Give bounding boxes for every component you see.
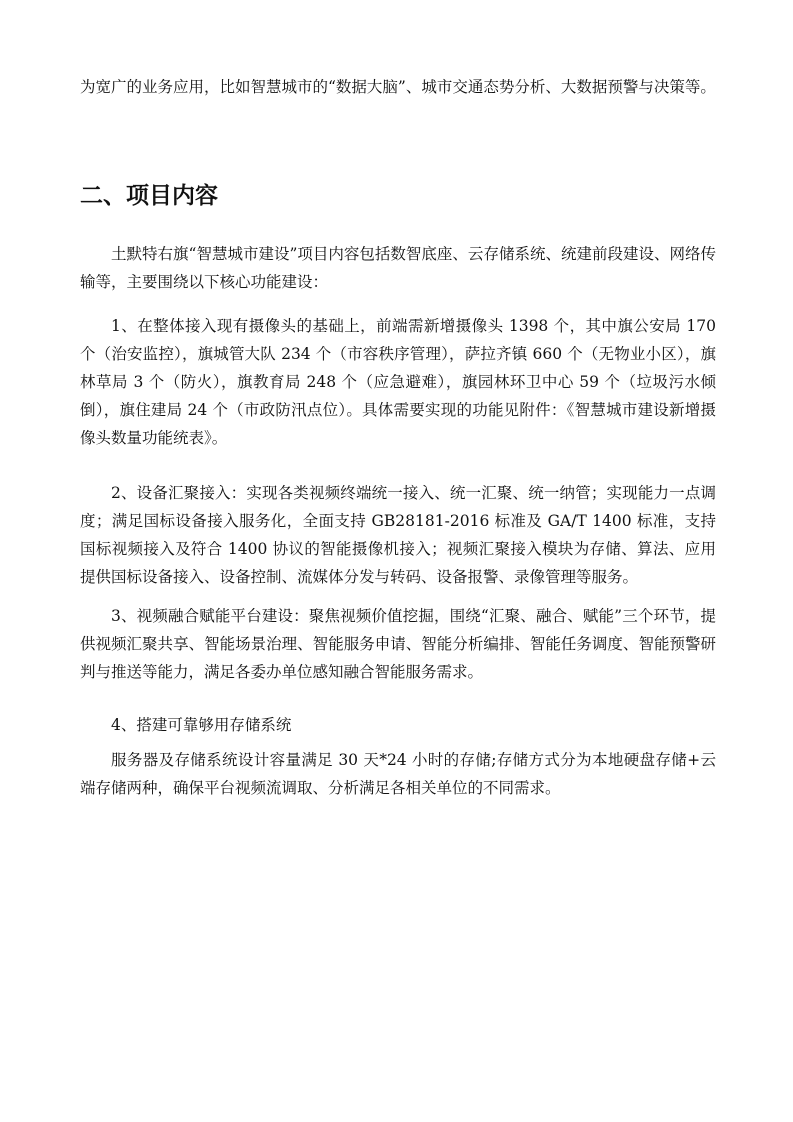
section-heading: 二、项目内容 — [80, 183, 218, 209]
device-aggregation-paragraph: 2、设备汇聚接入：实现各类视频终端统一接入、统一汇聚、统一纳管；实现能力一点调度；满足国标设备接入服务化，全面支持 GB28181-2016 标准及 GA/T 1400 标准，支持国标视频接入及符合 1400 协议的智能摄像机接入；视频汇聚接入模块为存储、算法、应用提供国标设备接入、设备控制、流媒体分发与转码、设备报警、录像管理等服务。 — [80, 484, 716, 586]
project-overview-paragraph: 土默特右旗“智慧城市建设”项目内容包括数智底座、云存储系统、统建前段建设、网络传输等，主要围绕以下核心功能建设： — [80, 245, 716, 291]
video-fusion-platform-paragraph: 3、视频融合赋能平台建设：聚焦视频价值挖掘，围绕“汇聚、融合、赋能”三个环节，提供视频汇聚共享、智能场景治理、智能服务申请、智能分析编排、智能任务调度、智能预警研判与推送等能力，满足各委办单位感知融合智能服务需求。 — [80, 607, 716, 681]
new-cameras-paragraph: 1、在整体接入现有摄像头的基础上，前端需新增摄像头 1398 个，其中旗公安局 170 个（治安监控），旗城管大队 234 个（市容秩序管理），萨拉齐镇 660 个（无物业小区），旗林草局 3 个（防火），旗教育局 248 个（应急避难），旗园林环卫中心 59 个（垃圾污水倾倒），旗住建局 24 个（市政防汛点位）。具体需要实现的功能见附件：《智慧城市建设新增摄像头数量功能统表》。 — [80, 317, 716, 447]
storage-system-item-heading: 4、搭建可靠够用存储系统 — [111, 716, 292, 734]
intro-continuation-paragraph: 为宽广的业务应用，比如智慧城市的“数据大脑”、城市交通态势分析、大数据预警与决策等。 — [80, 78, 716, 96]
storage-capacity-paragraph: 服务器及存储系统设计容量满足 30 天*24 小时的存储;存储方式分为本地硬盘存储+云端存储两种，确保平台视频流调取、分析满足各相关单位的不同需求。 — [80, 751, 716, 797]
